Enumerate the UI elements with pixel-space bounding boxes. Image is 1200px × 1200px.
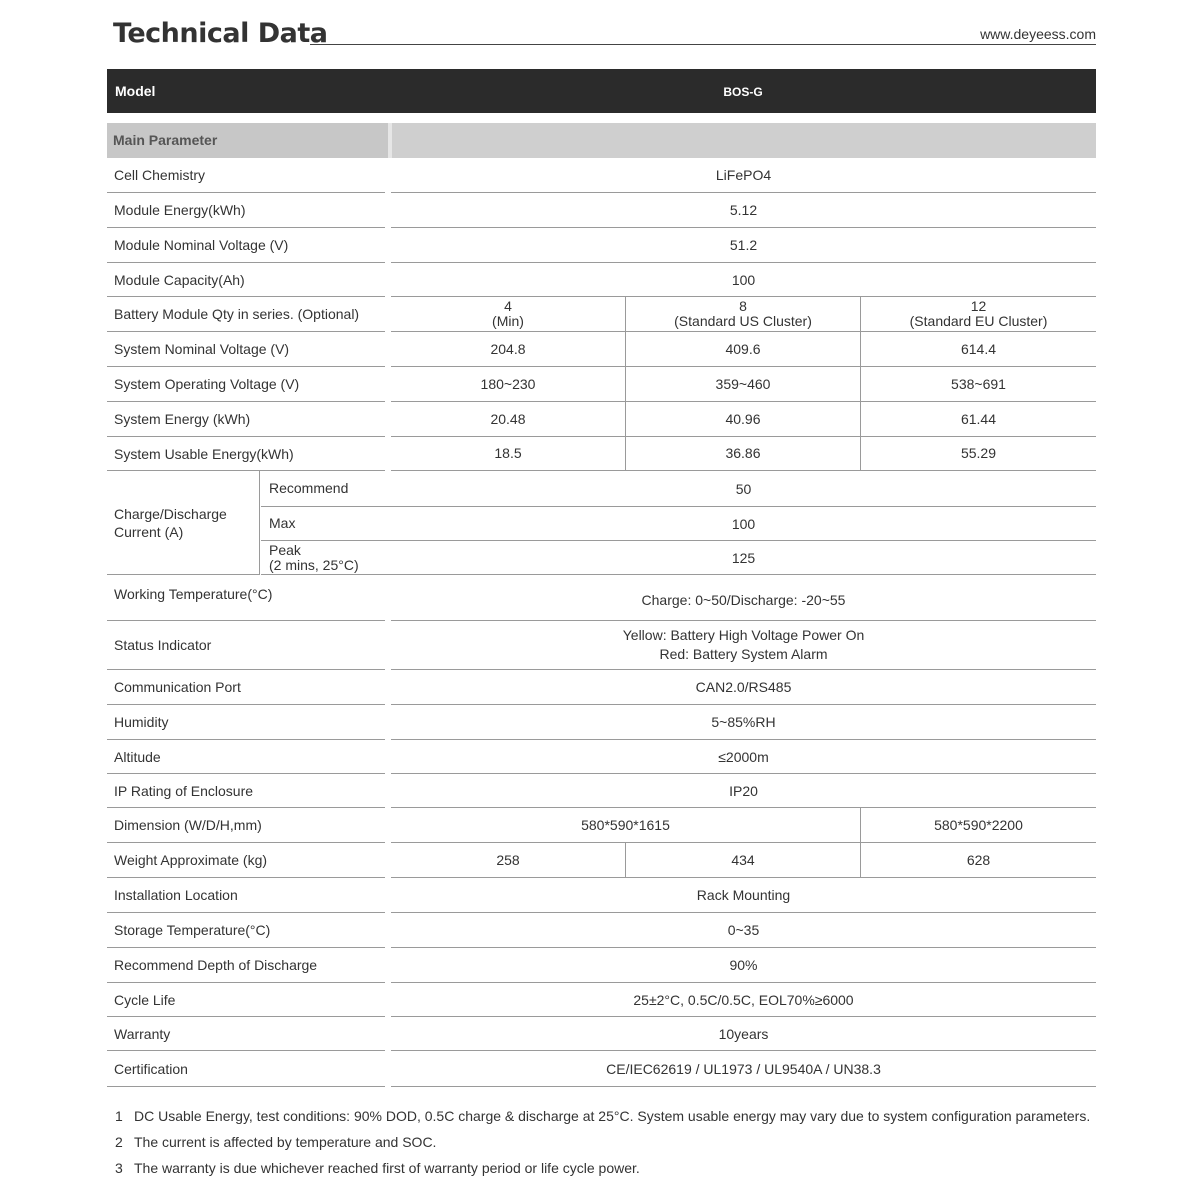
table-row xyxy=(0,437,1200,471)
row-value: 55.29 xyxy=(860,437,1096,471)
section-header xyxy=(107,123,1096,158)
sub-label xyxy=(261,541,391,575)
table-row xyxy=(0,158,1200,193)
row-value: CE/IEC62619 / UL1973 / UL9540A / UN38.3 xyxy=(391,1051,1096,1087)
row-value: 580*590*2200 xyxy=(860,808,1096,843)
table-row xyxy=(0,878,1200,913)
page-title: Technical Data xyxy=(113,18,328,49)
table-row xyxy=(0,670,1200,705)
section-divider xyxy=(388,123,392,158)
row-value: 258 xyxy=(391,843,625,878)
row-value: 100 xyxy=(391,507,1096,541)
row-value: 0~35 xyxy=(391,913,1096,948)
row-value xyxy=(391,297,625,332)
table-row xyxy=(0,948,1200,983)
row-value: 20.48 xyxy=(391,402,625,437)
row-value: 5.12 xyxy=(391,193,1096,228)
row-value: 51.2 xyxy=(391,228,1096,263)
row-label: Weight Approximate (kg) xyxy=(107,843,385,878)
sub-label-line: Peak xyxy=(269,541,301,558)
table-row xyxy=(0,507,1200,541)
row-value xyxy=(625,297,860,332)
row-label: Communication Port xyxy=(107,670,385,705)
row-value: Rack Mounting xyxy=(391,878,1096,913)
value-line: (Standard EU Cluster) xyxy=(909,313,1048,329)
table-row xyxy=(0,193,1200,228)
row-value: IP20 xyxy=(391,774,1096,808)
value-line: 4 xyxy=(504,298,512,314)
row-label: Storage Temperature(°C) xyxy=(107,913,385,948)
table-row xyxy=(0,1017,1200,1051)
row-value: 580*590*1615 xyxy=(391,808,860,843)
row-value: CAN2.0/RS485 xyxy=(391,670,1096,705)
group-label-line: Charge/Discharge xyxy=(114,505,227,522)
row-value xyxy=(391,621,1096,670)
value-line: 8 xyxy=(739,298,747,314)
footnote-number: 3 xyxy=(115,1160,123,1176)
row-label: System Usable Energy(kWh) xyxy=(107,437,385,471)
table-row xyxy=(0,332,1200,367)
table-row xyxy=(0,297,1200,332)
row-value: 359~460 xyxy=(625,367,860,402)
row-label: Installation Location xyxy=(107,878,385,913)
footnote-text: The current is affected by temperature and SOC. xyxy=(134,1134,437,1150)
footnote-number: 1 xyxy=(115,1108,123,1124)
row-value: 36.86 xyxy=(625,437,860,471)
table-row xyxy=(0,541,1200,575)
row-label: Recommend Depth of Discharge xyxy=(107,948,385,983)
row-value: 25±2°C, 0.5C/0.5C, EOL70%≥6000 xyxy=(391,983,1096,1017)
row-value: 50 xyxy=(391,471,1096,507)
section-label: Main Parameter xyxy=(107,123,388,158)
row-value: 18.5 xyxy=(391,437,625,471)
row-value: LiFePO4 xyxy=(391,158,1096,193)
model-header xyxy=(107,69,1096,113)
table-row xyxy=(0,843,1200,878)
footnote-text: DC Usable Energy, test conditions: 90% DOD, 0.5C charge & discharge at 25°C. System usable energy may vary due to system configuration parameters. xyxy=(134,1108,1091,1124)
row-value: 125 xyxy=(391,541,1096,575)
row-label: Cycle Life xyxy=(107,983,385,1017)
row-label: Warranty xyxy=(107,1017,385,1051)
table-row xyxy=(0,402,1200,437)
row-value: 434 xyxy=(625,843,860,878)
row-value: 100 xyxy=(391,263,1096,297)
row-label: Module Nominal Voltage (V) xyxy=(107,228,385,263)
value-line: (Min) xyxy=(492,313,524,329)
sub-label: Max xyxy=(261,507,391,541)
row-value: 204.8 xyxy=(391,332,625,367)
table-row xyxy=(0,228,1200,263)
model-value: BOS-G xyxy=(723,85,763,99)
row-label: Humidity xyxy=(107,705,385,740)
row-value: 614.4 xyxy=(860,332,1096,367)
value-line: Red: Battery System Alarm xyxy=(659,646,828,662)
table-row xyxy=(0,367,1200,402)
row-value: Charge: 0~50/Discharge: -20~55 xyxy=(391,575,1096,621)
row-value: 538~691 xyxy=(860,367,1096,402)
row-value: 180~230 xyxy=(391,367,625,402)
table-row xyxy=(0,740,1200,774)
row-label: Altitude xyxy=(107,740,385,774)
table-row xyxy=(0,575,1200,621)
row-label: System Nominal Voltage (V) xyxy=(107,332,385,367)
row-value xyxy=(860,297,1096,332)
table-row xyxy=(0,263,1200,297)
row-label: System Operating Voltage (V) xyxy=(107,367,385,402)
table-row xyxy=(0,1051,1200,1087)
row-label: Status Indicator xyxy=(107,621,385,670)
value-line: Yellow: Battery High Voltage Power On xyxy=(622,627,865,643)
table-row xyxy=(0,774,1200,808)
table-row xyxy=(0,705,1200,740)
row-label: System Energy (kWh) xyxy=(107,402,385,437)
row-value: 61.44 xyxy=(860,402,1096,437)
table-row xyxy=(0,913,1200,948)
row-label: Dimension (W/D/H,mm) xyxy=(107,808,385,843)
group-label-line: Current (A) xyxy=(114,523,184,540)
row-label: IP Rating of Enclosure xyxy=(107,774,385,808)
row-label: Cell Chemistry xyxy=(107,158,385,193)
value-line: 12 xyxy=(970,298,987,314)
website-link[interactable]: www.deyeess.com xyxy=(972,26,1096,42)
row-value: ≤2000m xyxy=(391,740,1096,774)
footnote xyxy=(115,1108,1090,1124)
sub-label-line: (2 mins, 25°C) xyxy=(269,556,359,573)
row-label: Battery Module Qty in series. (Optional) xyxy=(107,297,385,332)
row-value: 40.96 xyxy=(625,402,860,437)
row-label: Working Temperature(°C) xyxy=(107,575,385,621)
row-value: 90% xyxy=(391,948,1096,983)
row-label: Certification xyxy=(107,1051,385,1087)
row-value: 5~85%RH xyxy=(391,705,1096,740)
row-value: 10years xyxy=(391,1017,1096,1051)
table-row xyxy=(0,621,1200,670)
title-rule xyxy=(310,44,1096,45)
table-row xyxy=(0,808,1200,843)
row-label: Module Energy(kWh) xyxy=(107,193,385,228)
footnote-number: 2 xyxy=(115,1134,123,1150)
table-row xyxy=(0,983,1200,1017)
row-value: 409.6 xyxy=(625,332,860,367)
row-value: 628 xyxy=(860,843,1096,878)
footnote xyxy=(115,1160,640,1176)
footnote-text: The warranty is due whichever reached first of warranty period or life cycle power. xyxy=(134,1160,640,1176)
table-row xyxy=(0,471,1200,507)
sub-label: Recommend xyxy=(261,471,391,507)
model-label: Model xyxy=(115,83,156,99)
row-label: Module Capacity(Ah) xyxy=(107,263,385,297)
value-line: (Standard US Cluster) xyxy=(674,313,812,329)
footnote xyxy=(115,1134,436,1150)
